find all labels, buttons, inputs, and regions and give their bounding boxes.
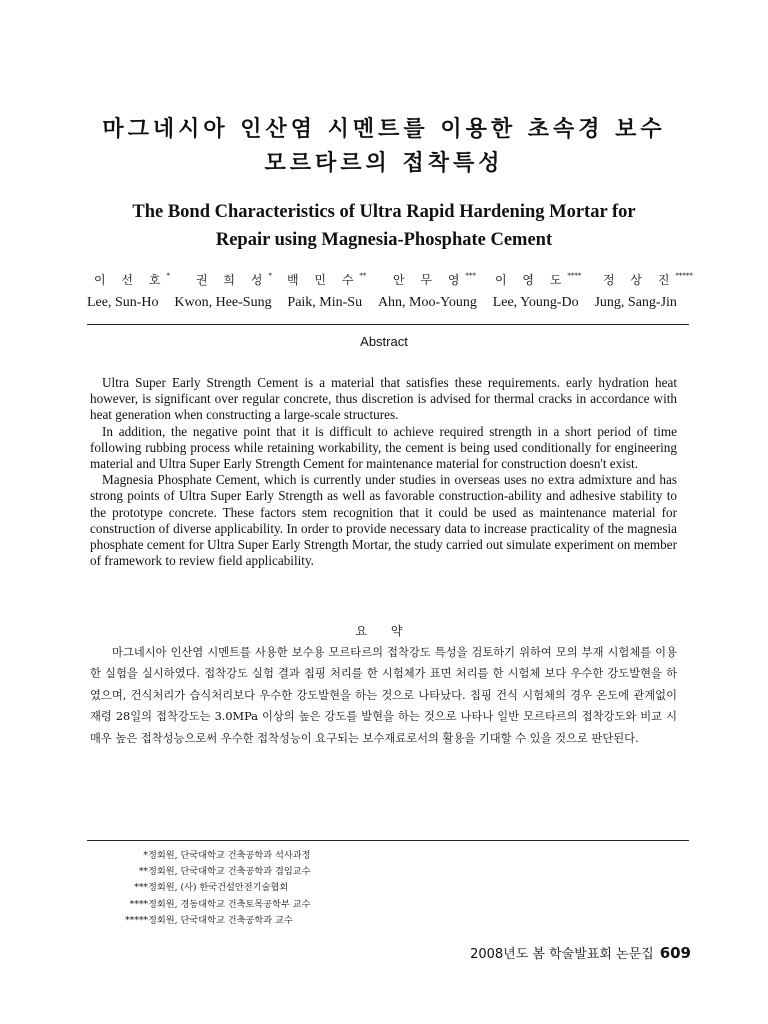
- abstract-paragraph-2: In addition, the negative point that it is difficult to achieve required strength in a short period of time following rubbing process while retaining workability, the cement is being used conditionally for engineering material and Ultra Super Early Strength Cement for maintenance material for construction doesn't exist.: [90, 423, 677, 472]
- footnote-1: *정회원, 단국대학교 건축공학과 석사과정: [143, 850, 311, 861]
- title-english-line-1: The Bond Characteristics of Ultra Rapid Hardening Mortar for: [132, 202, 636, 222]
- footnote-3: ***정회원, (사) 한국건설안전기술협회: [134, 882, 289, 894]
- author-en-5: Lee, Young-Do: [492, 295, 579, 310]
- page-footer: [470, 943, 691, 962]
- author-ko-2: 권 희 성*: [196, 272, 272, 287]
- title-korean-line-1: 마그네시아 인산염 시멘트를 이용한 초속경 보수: [102, 116, 666, 142]
- abstract-paragraph-3: Magnesia Phosphate Cement, which is currently under studies in overseas uses no extra admixture and has strong points of Ultra Super Early Strength as well as favorable construction-ability and adhesive stability to the prototype concrete. These factors stem recognition that it could be used as maintenance material for construction of diverse applicability. In order to provide necessary data to increase practicality of the magnesia phosphate cement for Ultra Super Early Strength Mortar, the study carried out simulate experiment on member of framework to review field applicability.: [90, 472, 677, 569]
- summary-heading: 요 약: [355, 624, 413, 638]
- abstract-heading: Abstract: [360, 334, 408, 349]
- abstract-paragraph-1: Ultra Super Early Strength Cement is a material that satisfies these requirements. early hydration heat however, is significant over regular concrete, thus discretion is advised for thermal cracks in accordance with heat generation when constructing a large-scale structures.: [90, 375, 677, 423]
- summary-body: 마그네시아 인산염 시멘트를 사용한 보수용 모르타르의 접착강도 특성을 검토하기 위하여 모의 부재 시험체를 이용한 실험을 실시하였다. 접착강도 실험 결과 칩핑 처리를 한 시험체가 표면 처리를 한 시험체 보다 우수한 강도발현을 하였으며, 건식처리가 습식처리보다 우수한 강도발현을 하는 것으로 나타났다. 칩핑 건식 시험체의 경우 온도에 관계없이 재령 28일의 접착강도는 3.0MPa 이상의 높은 강도를 발현을 하는 것으로 나타나 일반 모르타르의 접착강도와 비교 시 매우 높은 접착성능으로써 우수한 접착성능이 요구되는 보수재료로서의 활용을 기대할 수 있을 것으로 판단된다.: [90, 646, 677, 745]
- title-english-line-2: Repair using Magnesia-Phosphate Cement: [215, 230, 553, 250]
- author-ko-3: 백 민 수**: [287, 272, 367, 287]
- author-ko-1: 이 선 호*: [94, 272, 170, 287]
- title-korean-line-2: 모르타르의 접착특성: [264, 150, 504, 176]
- author-ko-6: 정 상 진*****: [603, 272, 693, 287]
- author-en-3: Paik, Min-Su: [287, 295, 363, 310]
- author-ko-4: 안 무 영***: [393, 272, 476, 287]
- footnotes: [76, 848, 311, 929]
- footnote-divider: [87, 840, 689, 841]
- proceedings-title: 2008년도 봄 학술발표회 논문집: [470, 947, 654, 962]
- author-en-4: Ahn, Moo-Young: [377, 295, 477, 310]
- author-en-2: Kwon, Hee-Sung: [174, 295, 272, 310]
- author-ko-5: 이 영 도****: [495, 272, 582, 287]
- footnote-2: **정회원, 단국대학교 건축공학과 겸임교수: [138, 866, 311, 878]
- abstract-body: [90, 375, 677, 569]
- author-english-names: [87, 295, 677, 311]
- footnote-4: ****정회원, 경동대학교 건축토목공학부 교수: [129, 898, 311, 910]
- header-divider: [87, 324, 689, 325]
- footnote-5: *****정회원, 단국대학교 건축공학과 교수: [125, 914, 293, 926]
- page-number: 609: [659, 944, 691, 962]
- author-en-1: Lee, Sun-Ho: [87, 295, 159, 310]
- author-en-6: Jung, Sang-Jin: [594, 295, 677, 310]
